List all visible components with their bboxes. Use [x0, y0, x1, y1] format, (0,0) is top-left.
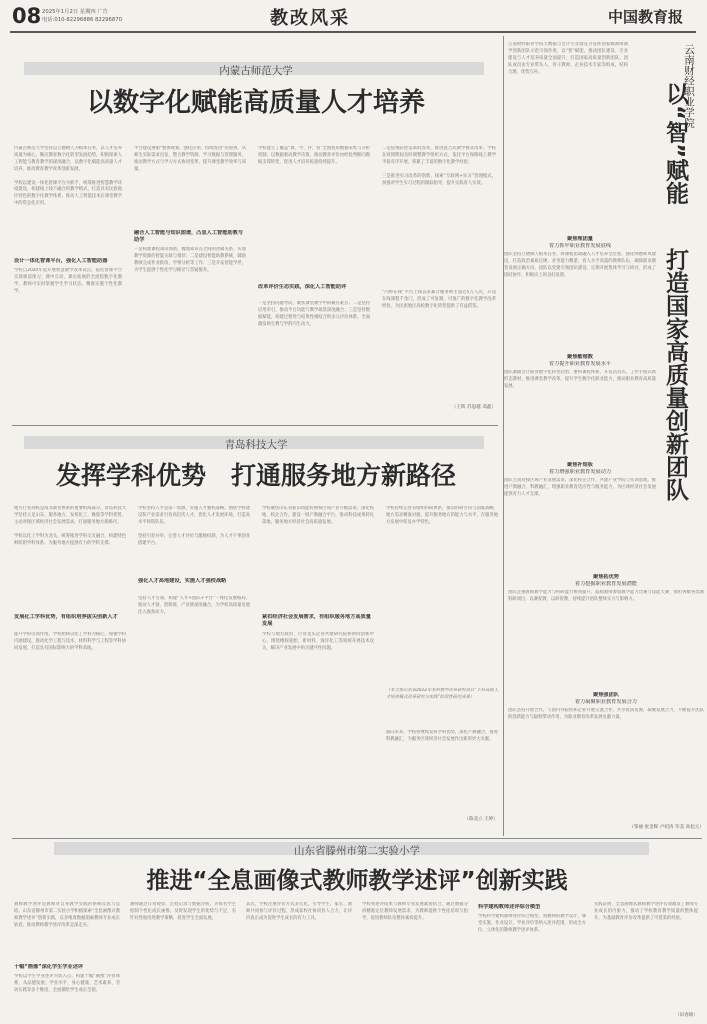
page-number: 08	[12, 4, 42, 28]
subhead: 十幅“画像”深化学生学业述评	[14, 964, 84, 970]
section-label: 聚焦拓优势	[593, 574, 619, 580]
article-yunnan	[504, 36, 707, 836]
header-meta-phone: 电话:010-82296886 82296870	[42, 17, 123, 23]
author-line: （王辉 苏思越 邓鑫）	[451, 405, 496, 410]
article1-col2b: 一是构建课程知识图谱，梳理知识点之间的逻辑关系，实现教学资源的智能关联与推荐；二是建设智能助教系统，辅助教师完成作业批改、学情分析等工作；三是开发智能学伴，为学生提供个性化学习路径与答疑服务。	[134, 247, 246, 273]
section-title: 着力增强职业教育发展动力	[548, 469, 612, 475]
section-item	[508, 692, 704, 798]
author-line: （田春锦）	[675, 1013, 698, 1018]
section-title: 着力凝聚职业教育发展合力	[574, 699, 638, 705]
section-item	[504, 354, 656, 446]
subhead: 强化人才高地建设，实施人才强校战略	[138, 578, 227, 584]
article1-col1b: 学校自2020年起开展智慧教学改革试点，依托智课平台实现课前预习、课中互动、课后拓展的全流程数字化教学，教师可实时掌握学生学习状态，精准实施个性化教学。	[14, 268, 122, 294]
article1-col3: 学校建立了覆盖“教、学、评、管”全流程的数据采集与分析机制，以数据驱动教学决策，推动教育评价由经验判断向数据支撑转变，促进人才培养质量持续提升。	[258, 146, 370, 165]
article3-col6: 实践证明，全息画像式教师教学述评有效激发了教师专业成长的内驱力，推动了学校教育教学质量的整体提升，为基础教育评价改革提供了可借鉴的经验。	[594, 902, 698, 921]
section-body: 团队坚持立德树人根本任务，将课程思政融入人才培养全过程，强化师德师风建设，打造政治素质过硬、业务能力精湛、育人水平高超的教师队伍，确保职业教育发展正确方向。团队以党建引领团队建设，定期开展集体学习与研讨，形成了团结协作、积极向上的良好氛围。	[504, 252, 656, 278]
article2-note: （本文系山东省2022年本科教学改革研究项目“工科高校人才培养模式改革研究与实践”阶段性研究成果）	[386, 688, 498, 700]
unit-name: 山东省滕州市第二实验小学	[294, 845, 420, 857]
separator-rule	[12, 425, 498, 426]
article1-col2: 平台建设遵循“整体规划、强化应用、持续改进”的原则，从师生实际需求出发，整合教学资源、学习数据与管理服务，推动教学方式与学习方式协同变革，提升课堂教学效率与质量。	[134, 146, 246, 172]
header-rule	[10, 31, 696, 33]
separator-rule	[12, 838, 702, 839]
section-label: 聚焦理团量	[567, 236, 593, 242]
article4-intro: 云南财经职业学院大数据与会计专业群充分发挥国家级教师教学创新团队示范引领作用，以“智”赋能，推动团队建设、专业建设与人才培养质量全面提升，打造国家高质量创新团队。团队成员由专业带头人、骨干教师、企业技术专家等组成，结构合理，优势互补。	[508, 42, 628, 75]
article-inner-mongolia	[12, 38, 500, 418]
section-label: 聚焦强团队	[593, 692, 619, 698]
section-label: 聚焦补短板	[567, 462, 593, 468]
article2-col3: 学校聚焦山东省新旧动能转换和区域产业升级需求，深化校地、校企合作，建设一批产教融合平台，推动科技成果转化落地，服务地方经济社会高质量发展。	[262, 506, 374, 525]
section-title: 着力提升职业教育发展水平	[548, 361, 612, 367]
article1-col4: 二是依情防控需求的改革，推进混合式教学模式改革。学校在疫情期间及时调整教学组织方式，依托平台保障线上教学平稳有序开展，积累了丰富的数字化教学经验。 三是推进实习改革的创新，探索“互联网+实习”管理模式，加强对学生实习过程的跟踪指导，提升实践育人实效。	[382, 146, 496, 186]
headline: 以数字化赋能高质量人才培养	[86, 88, 425, 118]
article2-col1: 地方行业高校是高等教育体系的重要组成部分。青岛科技大学坚持立足山东、服务地方，发挥化工、橡胶等学科优势，主动对接区域经济社会发展需求，打通服务地方新路径。 学校以化工学科为龙头，统筹推进学科交叉融合，构建特色鲜明的学科体系，为服务地方提供有力的学科支撑。	[14, 506, 126, 546]
article2-col2: 学校坚持人才是第一资源，实施人才强校战略，围绕学科建设和产业需求引育高层次人才，优化人才发展环境，打造高水平师资队伍。 坚持引育并举，完善人才评价与激励机制，为人才干事创业搭建平台。	[138, 506, 250, 546]
headline: 推进“全息画像式教师教学述评”创新实践	[146, 868, 568, 894]
section-title: 教改风采	[270, 8, 350, 29]
article-tengzhou	[12, 842, 702, 1024]
article3-col5: 学校科学建构教师述评综合模型，将教师的教学设计、课堂实施、作业设计、学业评价等纳入述评范围，形成全方位、立体化的教师教学述评体系。	[478, 914, 586, 933]
section-title: 着力抓牢职业教育发展底线	[548, 243, 612, 249]
masthead: 中国教育报	[608, 8, 684, 26]
subhead: 设计一体化智课平台，强化人工智能助器	[14, 258, 108, 264]
subhead: 发展化工学科优势，有组织培养拔尖创新人才	[14, 614, 118, 620]
article3-col1b: 学校以学生学业述评为切入点，构建十幅“画像”评价体系，从品德发展、学业水平、身心健康、艺术素养、劳动实践等多个维度，全面描绘学生成长全貌。	[14, 974, 120, 993]
article2-col4: 学校持续完善有组织科研体系，推动科研方向与国家战略、地方需求精准对接，提升服务地方的能力与水平，在服务地方发展中彰显办学特色。	[386, 506, 498, 525]
section-body: 团队注重教师教学能力与科研能力协同提升，鼓励教师参加教学能力比赛与技能大赛，承担各级各类教科研项目，以赛促教、以研促教，持续提升团队整体实力与影响力。	[508, 590, 704, 602]
article1-col1: 内蒙古师范大学坚持以立德树人为根本任务，以人才培养质量为核心，顺应教育数字化转型发展趋势，积极探索人工智能与教育教学的深度融合，以数字化赋能高质量人才培养，推动教育教学改革创新发展。 学校以建设一体化智课平台为抓手，统筹推进智慧教学环境建设，构建线上线下融合的教学模式，打造具有民族地区特色的数字化教学体系，推动人工智能技术在课堂教学中的常态化应用。	[14, 146, 122, 207]
section-body: 团队紧跟会计职业数字化转型趋势，重构课程体系，开发活页式、工作手册式新形态教材，推进课堂教学改革，提升学生数字化职业能力，推动职业教育高质量发展。	[504, 370, 656, 389]
article3-col3: 其次，学校注重评价方式多元化，引导学生、家长、教师共同参与评价过程，形成家校社协同育人合力，让评价真正成为促进学生成长的有力工具。	[246, 902, 352, 921]
headline-part2: 打造国家高质量创新团队	[662, 248, 688, 501]
unit-name: 内蒙古师范大学	[219, 65, 293, 77]
unit-name: 青岛科技大学	[224, 439, 288, 451]
article2-col4c: 面向未来，学校将继续发挥学科优势，深化产教融合，推进科教融汇，为服务区域经济社会发展作出新的更大贡献。	[386, 730, 498, 742]
article2-col2b: 坚持人才引领，构建“人才+团队+平台”一体化发展格局，推动人才链、创新链、产业链深度融合，为学校高质量发展注入强劲动力。	[138, 596, 250, 615]
section-item	[504, 236, 656, 332]
page-header	[0, 0, 707, 32]
author-line: （陈竞立 王婷）	[464, 817, 498, 822]
article3-col2: 教师通过日常观察、过程记录与数据分析，为每名学生绘制个性化成长画像，及时发现学生的优势与不足，有针对性地改进教学策略，促进学生全面发展。	[130, 902, 236, 921]
section-list-bottom	[508, 574, 704, 834]
article3-col1: 教师教学述评是教师对自身教学实践的系统反思与总结。山东省滕州市第二实验小学积极探索“全息画像式教师教学述评”创新实践，以多维度数据刻画教师专业成长轨迹，推动教师教学述评改革走深走实。	[14, 902, 120, 928]
headline: 发挥学科优势 打通服务地方新路径	[55, 461, 456, 490]
section-title: 着力挖掘职业教育发展潜能	[574, 581, 638, 587]
section-label: 聚焦敏维数	[567, 354, 593, 360]
section-body: 团队主动对接区域产业发展需求，深化校企合作，共建产业学院与实训基地，推进产教融合、科教融汇，增强职业教育适应性与服务能力，为区域经济社会发展提供有力人才支撑。	[504, 478, 656, 497]
section-item	[508, 574, 704, 680]
subhead: 改革评价生态实践，深化人工智能助评	[258, 284, 347, 290]
article1-col3b: 一是坚持问题导向，聚焦课堂教学中的痛点难点；二是坚持应用牵引，推动平台功能与教学场景深度融合；三是坚持数据赋能，构建过程性与结果性相结合的多元评价体系，全面激发师生教与学的内生动力。	[258, 301, 370, 327]
subhead: 融合人工智能与知识图谱，凸显人工智能助教与助学	[134, 230, 243, 243]
subhead: 紧扣经济社会发展需求，有组织服务地方高质量发展	[262, 614, 371, 627]
unit-name: 云南财经职业学院	[683, 44, 695, 128]
section-item	[504, 462, 656, 554]
section-body: 团队坚持开放合作，与国内外院校和企业开展交流合作，共享优质资源，凝聚发展合力，不断提升团队的创新能力与辐射带动作用，为职业教育改革发展贡献力量。	[508, 708, 704, 720]
author-line: （邹丽 张金晖 卢绍涛 毕美 高松元）	[629, 825, 704, 830]
article2-col1b: 提升学科引领作用。学校始终以化工学科为核心，加强学科内涵建设，推动化学工程与技术、材料科学与工程等学科协同发展，打造具有国际影响力的学科高地。	[14, 632, 126, 651]
subhead: 科学建构教师述评综合模型	[478, 904, 541, 910]
headline-part1: 以“智”赋能	[662, 82, 688, 205]
article2-col3b: 学校与地方政府、行业龙头企业共建研究院和协同创新中心，围绕橡胶轮胎、新材料、海洋化工等领域开展技术攻关，解决产业发展中的关键共性问题。	[262, 632, 374, 651]
article-qingdao	[12, 430, 500, 835]
header-meta-date: 2025年1月2日 星期四 广告	[42, 9, 108, 15]
article3-col4: 学校将述评结果与教师专业发展紧密结合，通过数据分析精准定位教师发展需求，为教师提供个性化培训与指导，促进教师队伍整体素质提升。	[362, 902, 468, 921]
article1-col4b: “内师在线”平台上线以来累计服务师生超过5万人次，开设在线课程千余门，形成了可复制、可推广的数字化教学改革经验，为民族地区高校数字化转型提供了有益借鉴。	[382, 290, 496, 309]
